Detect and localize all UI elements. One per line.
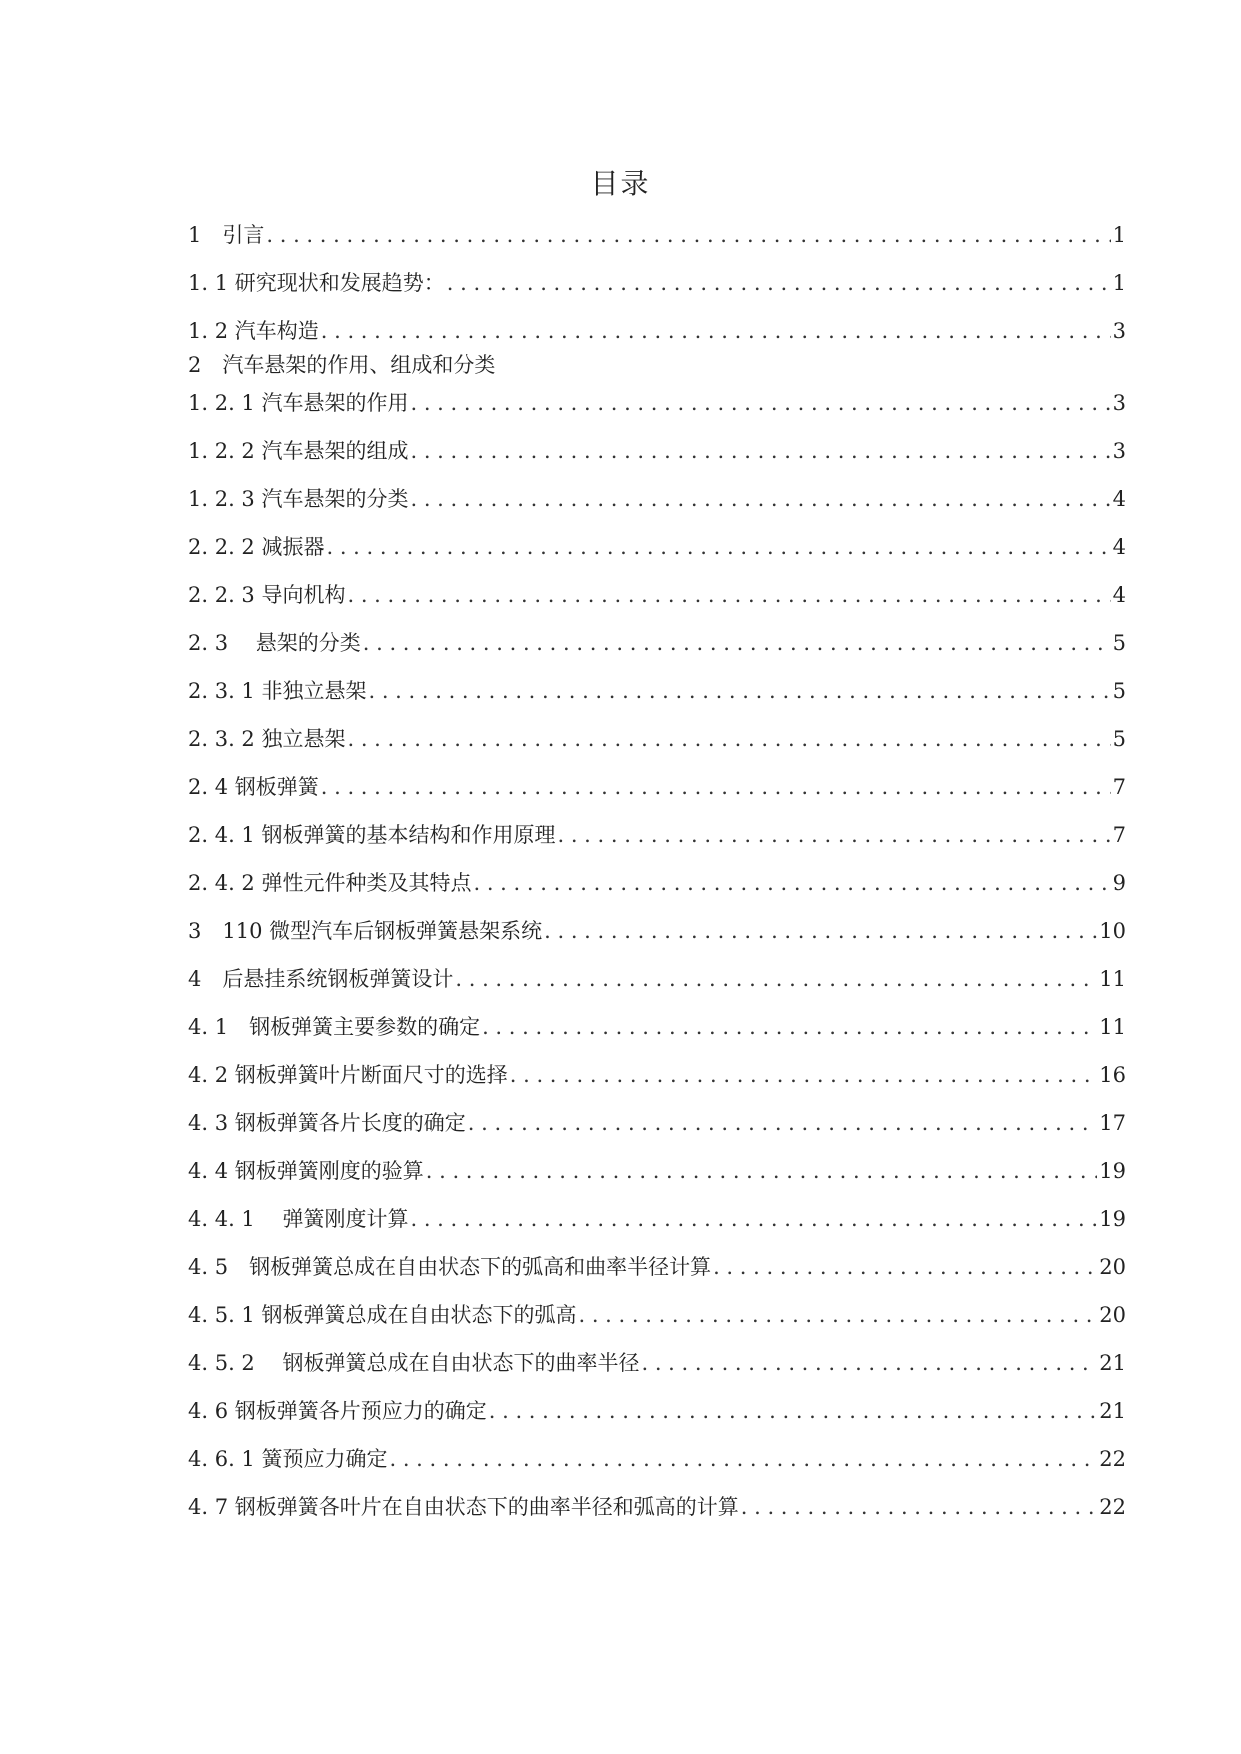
toc-dot-leader <box>321 774 1111 800</box>
toc-entry[interactable] <box>188 630 1126 656</box>
toc-dot-leader <box>578 1302 1097 1328</box>
toc-dot-leader <box>389 1446 1097 1472</box>
toc-entry[interactable] <box>188 1158 1126 1184</box>
toc-page-number: 10 <box>1099 919 1126 943</box>
toc-entry[interactable] <box>188 1206 1126 1232</box>
toc-dot-leader <box>510 1062 1098 1088</box>
toc-page-number: 16 <box>1099 1063 1126 1087</box>
toc-dot-leader <box>447 270 1111 296</box>
toc-entry[interactable] <box>188 1398 1126 1424</box>
toc-dot-leader <box>363 630 1111 656</box>
toc-entry[interactable] <box>188 774 1126 800</box>
toc-page-number: 4 <box>1112 535 1126 559</box>
toc-entry[interactable] <box>188 918 1126 944</box>
toc-page-number: 21 <box>1099 1351 1126 1375</box>
toc-dot-leader <box>468 1110 1098 1136</box>
toc-entry[interactable] <box>188 534 1126 560</box>
toc-entry[interactable] <box>188 870 1126 896</box>
toc-entry[interactable] <box>188 726 1126 752</box>
toc-page-number: 5 <box>1112 631 1126 655</box>
toc-page-number: 3 <box>1112 391 1126 415</box>
toc-dot-leader <box>347 726 1110 752</box>
toc-page-number: 20 <box>1099 1255 1126 1279</box>
toc-page-number: 22 <box>1099 1495 1126 1519</box>
toc-page-number: 1 <box>1112 223 1126 247</box>
toc-entry-text: 4. 3 钢板弹簧各片长度的确定 <box>188 1111 466 1135</box>
toc-dot-leader <box>266 222 1110 248</box>
toc-entry[interactable] <box>188 1110 1126 1136</box>
toc-entry[interactable] <box>188 582 1126 608</box>
toc-entry[interactable] <box>188 1494 1126 1520</box>
toc-entry-text: 4. 5. 1 钢板弹簧总成在自由状态下的弧高 <box>188 1303 577 1327</box>
toc-entry[interactable] <box>188 390 1126 416</box>
toc-entry-text: 2. 3. 1 非独立悬架 <box>188 679 367 703</box>
toc-page-number: 4 <box>1112 487 1126 511</box>
toc-dot-leader <box>557 822 1110 848</box>
toc-entry-text: 1. 2. 2 汽车悬架的组成 <box>188 439 409 463</box>
toc-entry-text: 2. 4 钢板弹簧 <box>188 775 319 799</box>
toc-page-number: 7 <box>1112 775 1126 799</box>
toc-entry-text: 2. 4. 2 弹性元件种类及其特点 <box>188 871 472 895</box>
toc-entry-text: 4. 6. 1 簧预应力确定 <box>188 1447 388 1471</box>
toc-entry-text: 2. 3. 2 独立悬架 <box>188 727 346 751</box>
toc-page-number: 4 <box>1112 583 1126 607</box>
toc-title: 目录 <box>590 167 651 200</box>
toc-dot-leader <box>321 318 1111 344</box>
toc-dot-leader <box>410 438 1110 464</box>
toc-dot-leader <box>410 486 1110 512</box>
toc-entry[interactable] <box>188 222 1126 248</box>
toc-entry[interactable] <box>188 1302 1126 1328</box>
toc-entry-text: 4. 2 钢板弹簧叶片断面尺寸的选择 <box>188 1063 508 1087</box>
toc-entry[interactable] <box>188 1254 1126 1280</box>
toc-dot-leader <box>410 390 1110 416</box>
toc-dot-leader <box>326 534 1110 560</box>
toc-entry-text: 1. 1 研究现状和发展趋势： <box>188 271 445 295</box>
toc-dot-leader <box>713 1254 1097 1280</box>
toc-entry-text: 1 引言 <box>188 223 265 247</box>
toc-dot-leader <box>410 1206 1097 1232</box>
toc-dot-leader <box>473 870 1110 896</box>
toc-page-number: 3 <box>1112 439 1126 463</box>
toc-entry-text: 4. 5 钢板弹簧总成在自由状态下的弧高和曲率半径计算 <box>188 1255 712 1279</box>
toc-entry-text: 2. 2. 2 减振器 <box>188 535 325 559</box>
toc-dot-leader <box>544 918 1097 944</box>
toc-entry-text: 1. 2. 3 汽车悬架的分类 <box>188 487 409 511</box>
toc-entry-text: 4. 1 钢板弹簧主要参数的确定 <box>188 1015 481 1039</box>
toc-dot-leader <box>426 1158 1098 1184</box>
toc-page-number: 11 <box>1099 967 1126 991</box>
toc-page-number: 19 <box>1099 1207 1126 1231</box>
toc-page-number: 21 <box>1099 1399 1126 1423</box>
toc-entry-text: 4. 7 钢板弹簧各叶片在自由状态下的曲率半径和弧高的计算 <box>188 1495 739 1519</box>
toc-entry-text: 3 110 微型汽车后钢板弹簧悬架系统 <box>188 919 543 943</box>
toc-page-number: 7 <box>1112 823 1126 847</box>
toc-entry[interactable] <box>188 1350 1126 1376</box>
toc-entry-text: 4. 5. 2 钢板弹簧总成在自由状态下的曲率半径 <box>188 1351 640 1375</box>
toc-dot-leader <box>368 678 1110 704</box>
toc-entry-text: 2. 3 悬架的分类 <box>188 631 361 655</box>
toc-entry[interactable] <box>188 352 1126 378</box>
toc-entry[interactable] <box>188 822 1126 848</box>
toc-entry-text: 4. 4. 1 弹簧刚度计算 <box>188 1207 409 1231</box>
toc-page-number: 19 <box>1099 1159 1126 1183</box>
toc-dot-leader <box>482 1014 1097 1040</box>
toc-entry[interactable] <box>188 966 1126 992</box>
toc-dot-leader <box>489 1398 1098 1424</box>
toc-page-number: 9 <box>1112 871 1126 895</box>
toc-dot-leader <box>455 966 1097 992</box>
toc-entry[interactable] <box>188 318 1126 344</box>
toc-entry[interactable] <box>188 486 1126 512</box>
toc-dot-leader <box>347 582 1110 608</box>
toc-page-number: 17 <box>1099 1111 1126 1135</box>
toc-entry-text: 1. 2 汽车构造 <box>188 319 319 343</box>
toc-page-number: 3 <box>1112 319 1126 343</box>
toc-entry[interactable] <box>188 678 1126 704</box>
toc-dot-leader <box>641 1350 1097 1376</box>
toc-page-number: 20 <box>1099 1303 1126 1327</box>
toc-page-number: 22 <box>1099 1447 1126 1471</box>
toc-page-number: 5 <box>1112 679 1126 703</box>
toc-entry[interactable] <box>188 1446 1126 1472</box>
toc-page-number: 1 <box>1112 271 1126 295</box>
toc-entry-text: 1. 2. 1 汽车悬架的作用 <box>188 391 409 415</box>
toc-entry[interactable] <box>188 1062 1126 1088</box>
toc-entry-text: 2 汽车悬架的作用、组成和分类 <box>188 353 496 377</box>
toc-entry[interactable] <box>188 270 1126 296</box>
toc-entry[interactable] <box>188 1014 1126 1040</box>
toc-entry-text: 4. 4 钢板弹簧刚度的验算 <box>188 1159 424 1183</box>
toc-entry[interactable] <box>188 438 1126 464</box>
toc-entry-text: 2. 2. 3 导向机构 <box>188 583 346 607</box>
toc-page-number: 5 <box>1112 727 1126 751</box>
toc-entry-text: 2. 4. 1 钢板弹簧的基本结构和作用原理 <box>188 823 556 847</box>
toc-entry-text: 4. 6 钢板弹簧各片预应力的确定 <box>188 1399 487 1423</box>
toc-dot-leader <box>741 1494 1098 1520</box>
toc-page-number: 11 <box>1099 1015 1126 1039</box>
toc-entry-text: 4 后悬挂系统钢板弹簧设计 <box>188 967 454 991</box>
